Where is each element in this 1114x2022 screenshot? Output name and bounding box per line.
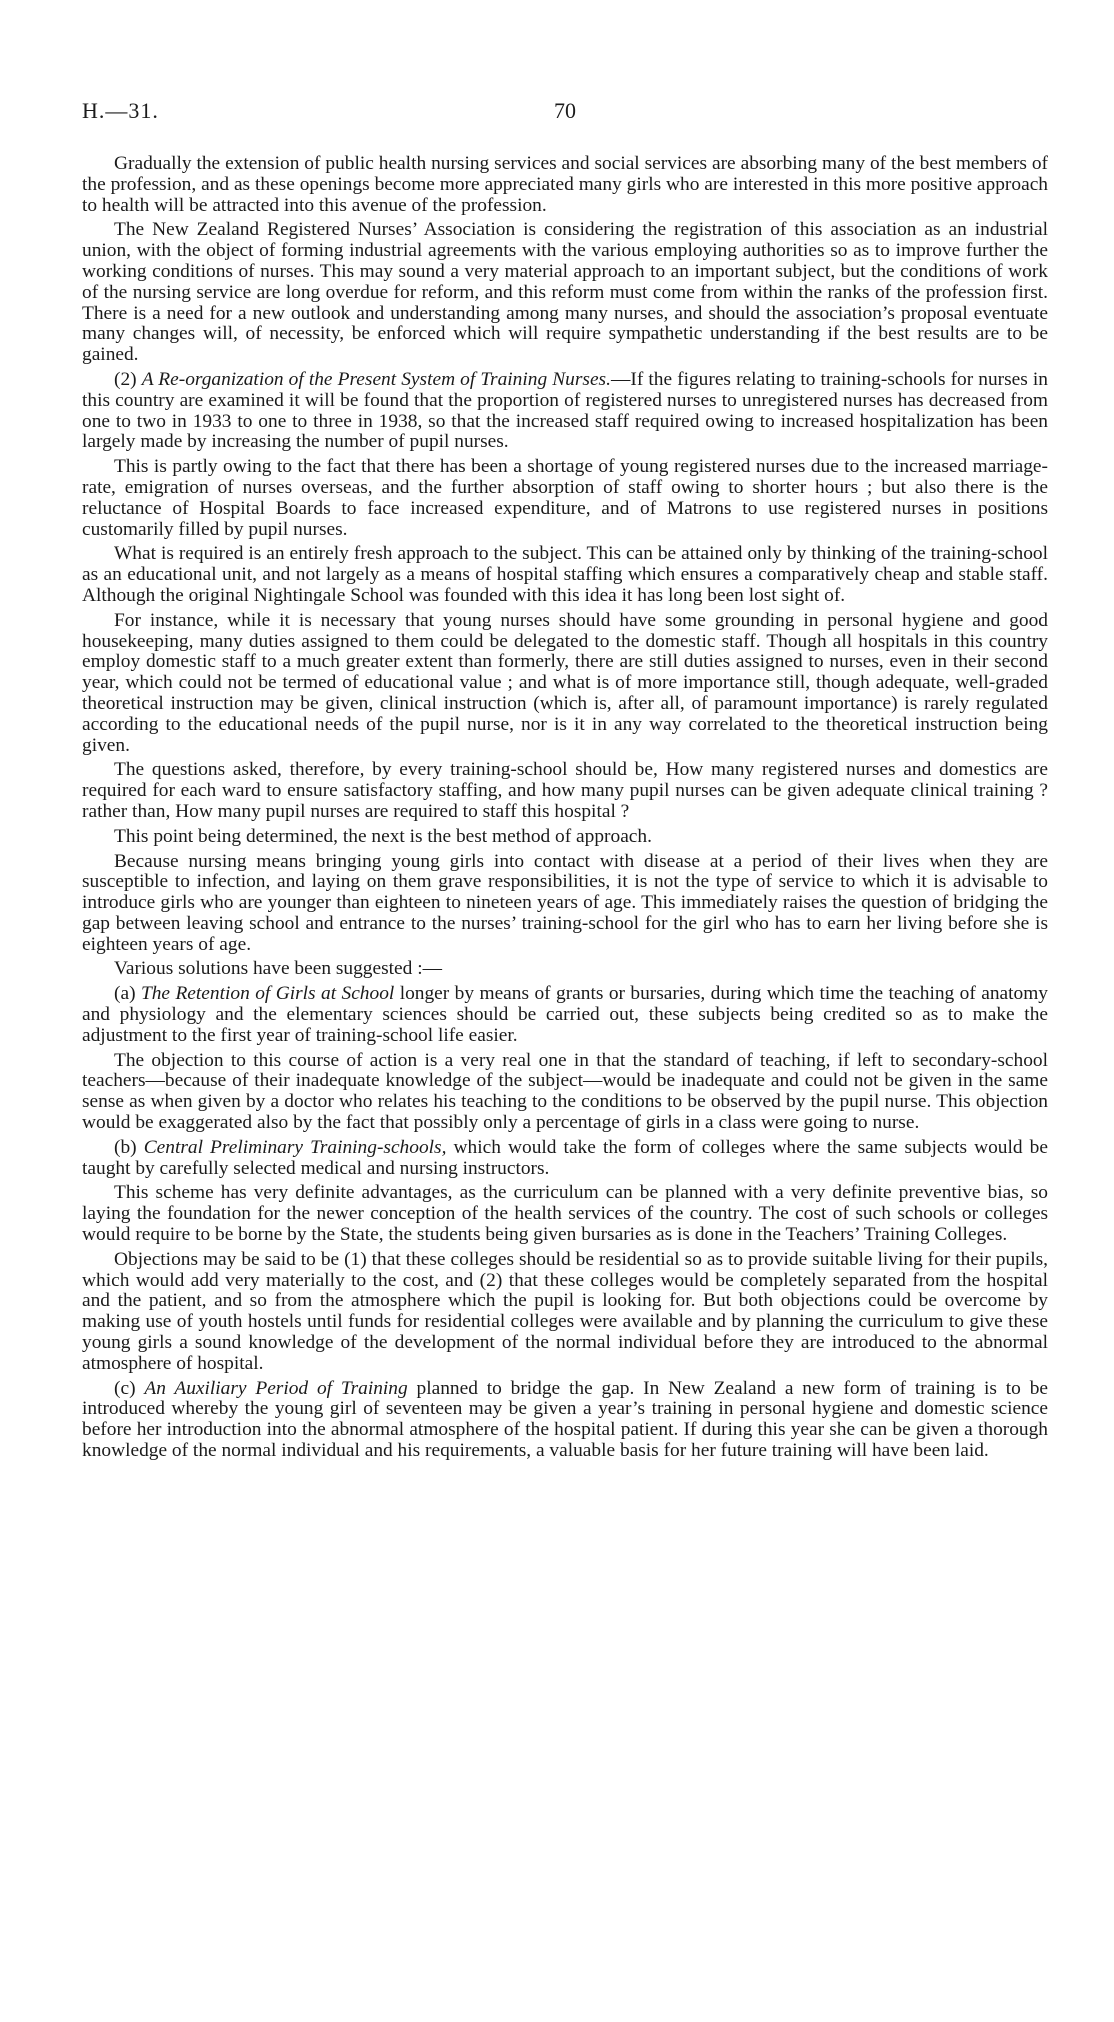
list-item-paragraph: (c) An Auxiliary Period of Training planned to bridge the gap. In New Zealand a new form of training is to be introduced whereby the young girl of seventeen may be given a year’s training in personal hygiene and domestic science before her introduction into the abnormal atmosphere of the hospital patient. If during this year she can be given a thorough knowledge of the normal individual and his requirements, a valuable basis for her future training will have been laid.: [82, 1377, 1048, 1462]
list-item-heading: The Retention of Girls at School: [140, 983, 395, 1005]
paragraph: The questions asked, therefore, by every training-school should be, How many registered nurses and domestics are required for each ward to ensure satisfactory staffing, and how many pupil nurses can be given adequate clinical training ? rather than, How many pupil nurses are required to staff this hospital ?: [82, 759, 1048, 822]
paragraph: Gradually the extension of public health nursing services and social services are absorbing many of the best members of the profession, and as these openings become more appreciated many girls who are interested in this more positive approach to health will be attracted into this avenue of the profession.: [82, 153, 1048, 216]
paragraph: The New Zealand Registered Nurses’ Association is considering the registration of this association as an industrial union, with the object of forming industrial agreements with the various employing authorities so as to improve further the working conditions of nurses. This may sound a very material approach to an important subject, but the conditions of work of the nursing service are long overdue for reform, and this reform must come from within the ranks of the profession first. There is a need for a new outlook and understanding among many nurses, and should the association’s proposal eventuate many changes will, of necessity, be enforced which will require sympathetic understanding if the best results are to be gained.: [82, 219, 1048, 366]
section-heading: A Re-organization of the Present System of Training Nurses.: [141, 368, 611, 390]
page-header: [82, 98, 1048, 130]
paragraph: This point being determined, the next is the best method of approach.: [114, 825, 652, 847]
body-text: [82, 154, 1048, 1466]
section-paragraph: (2) A Re-organization of the Present System of Training Nurses.—If the figures relating to training-schools for nurses in this country are examined it will be found that the proportion of registered nurses to unregistered nurses has decreased from one to two in 1933 to one to three in 1938, so that the increased staff required owing to increased hospitalization has been largely made by increasing the number of pupil nurses.: [82, 368, 1048, 453]
paragraph: Various solutions have been suggested :—: [114, 958, 442, 980]
list-item-paragraph: (a) The Retention of Girls at School longer by means of grants or bursaries, during which time the teaching of anatomy and physiology and the elementary sciences should be carried out, these subjects being credited so as to make the adjustment to the first year of training-school life easier.: [82, 983, 1048, 1046]
document-reference: H.—31.: [82, 98, 159, 123]
list-item-heading: Central Preliminary Training-schools,: [143, 1136, 447, 1158]
list-item-paragraph: (b) Central Preliminary Training-schools, which would take the form of colleges where the same subjects would be taught by carefully selected medical and nursing instructors.: [82, 1136, 1048, 1179]
paragraph: For instance, while it is necessary that young nurses should have some grounding in personal hygiene and good housekeeping, many duties assigned to them could be delegated to the domestic staff. Though all hospitals in this country employ domestic staff to a much greater extent than formerly, there are still duties assigned to nurses, even in their second year, which could not be termed of educational value ; and what is of more importance still, though adequate, well-graded theoretical instruction may be given, clinical instruction (which is, after all, of paramount importance) is rarely regulated according to the educational needs of the pupil nurse, nor is it in any way correlated to the theoretical instruction being given.: [82, 609, 1048, 756]
paragraph: The objection to this course of action is a very real one in that the standard of teaching, if left to secondary-school teachers—because of their inadequate knowledge of the subject—would be inadequate and could not be given in the same sense as when given by a doctor who relates his teaching to the conditions to be observed by the pupil nurse. This objection would be exaggerated also by the fact that possibly only a percentage of girls in a class were going to nurse.: [82, 1049, 1048, 1134]
paragraph: Because nursing means bringing young girls into contact with disease at a period of their lives when they are susceptible to infection, and laying on them grave responsibilities, it is not the type of service to which it is advisable to introduce girls who are younger than eighteen to nineteen years of age. This immediately raises the question of bridging the gap between leaving school and entrance to the nurses’ training-school for the girl who has to earn her living before she is eighteen years of age.: [82, 850, 1048, 955]
paragraph: Objections may be said to be (1) that these colleges should be residential so as to provide suitable living for their pupils, which would add very materially to the cost, and (2) that these colleges would be completely separated from the hospital and the patient, and so from the atmosphere which the pupil is looking for. But both objections could be overcome by making use of youth hostels until funds for residential colleges were available and by planning the curriculum to give these young girls a sound knowledge of the development of the normal individual before they are introduced to the abnormal atmosphere of hospital.: [82, 1248, 1048, 1374]
paragraph: This is partly owing to the fact that there has been a shortage of young registered nurses due to the increased marriage-rate, emigration of nurses overseas, and the further absorption of staff owing to shorter hours ; but also there is the reluctance of Hospital Boards to face increased expenditure, and of Matrons to use registered nurses in positions customarily filled by pupil nurses.: [82, 456, 1048, 540]
page-number: 70: [554, 98, 576, 123]
paragraph: What is required is an entirely fresh approach to the subject. This can be attained only by thinking of the training-school as an educational unit, and not largely as a means of hospital staffing which ensures a comparatively cheap and stable staff. Although the original Nightingale School was founded with this idea it has long been lost sight of.: [82, 543, 1048, 606]
paragraph: This scheme has very definite advantages, as the curriculum can be planned with a very definite preventive bias, so laying the foundation for the newer conception of the health services of the country. The cost of such schools or colleges would require to be borne by the State, the students being given bursaries as is done in the Teachers’ Training Colleges.: [82, 1182, 1048, 1246]
list-item-heading: An Auxiliary Period of Training: [144, 1377, 408, 1399]
